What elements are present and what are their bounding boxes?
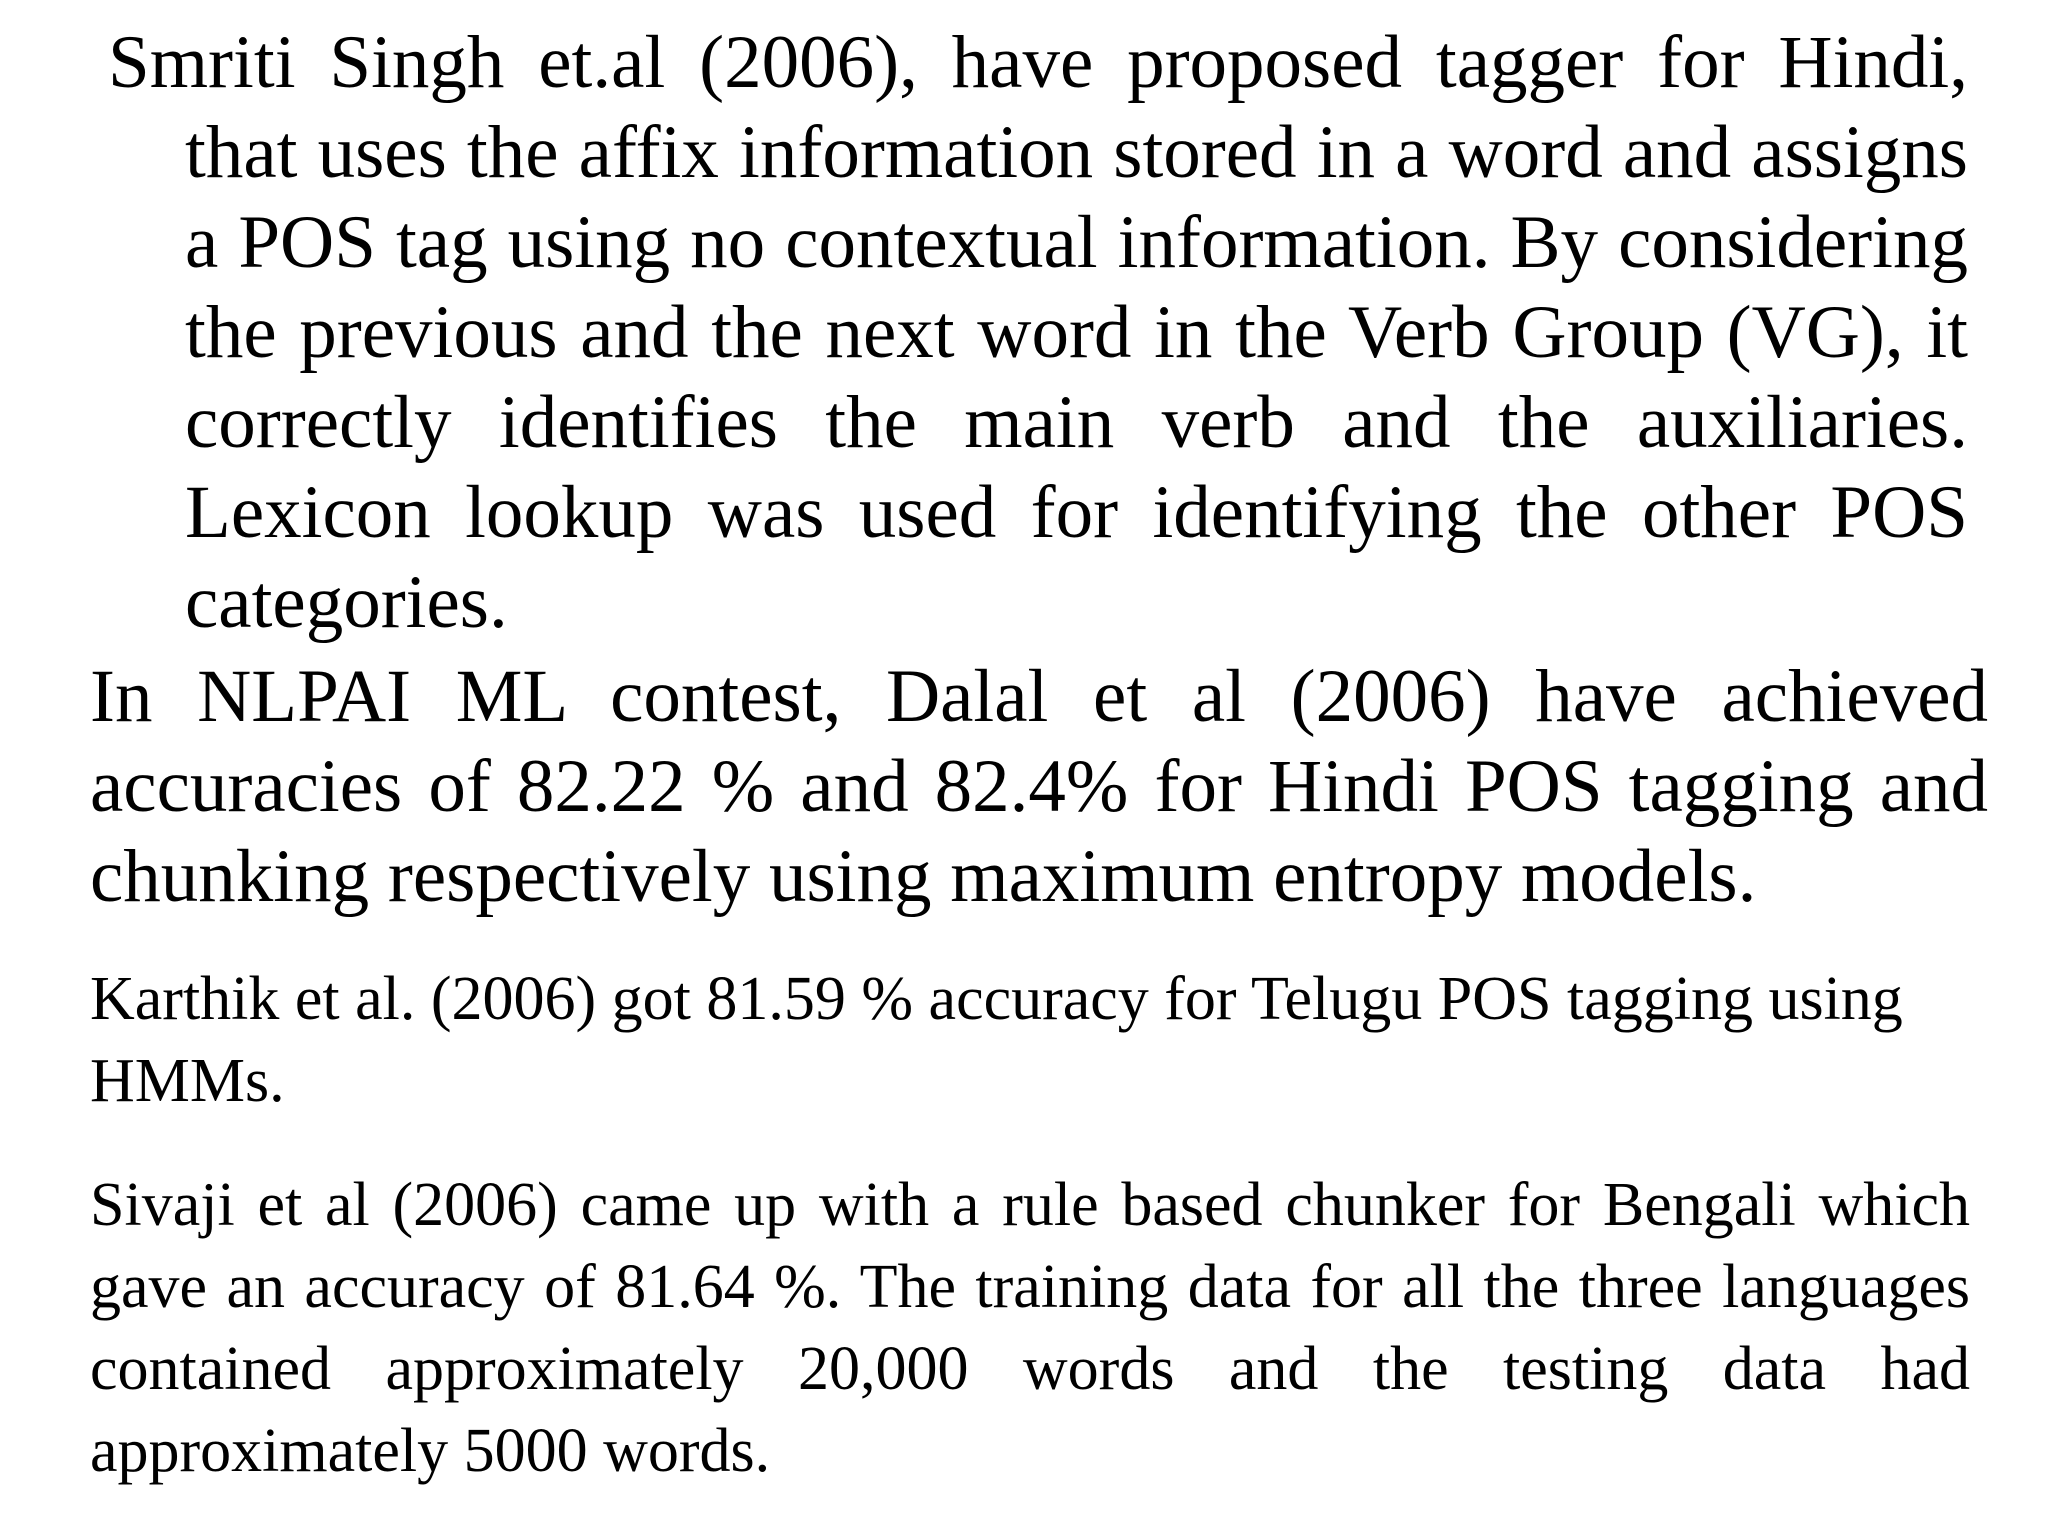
paragraph-nlpai-contest: In NLPAI ML contest, Dalal et al (2006) have achieved accuracies of 82.22 % and 82.4% for Hindi POS tagging and chunking respectively using maximum entropy models. — [90, 655, 1988, 918]
paragraph-smriti-singh: Smriti Singh et.al (2006), have proposed tagger for Hindi, that uses the affix information stored in a word and assigns a POS tag using no contextual information. By considering the previous and the next word in the Verb Group (VG), it correctly identifies the main verb and the auxiliaries. Lexicon lookup was used for identifying the other POS categories. — [108, 21, 1968, 644]
paragraph-sivaji: Sivaji et al (2006) came up with a rule based chunker for Bengali which gave an accuracy of 81.64 %. The training data for all the three languages contained approximately 20,000 words and the testing data had approximately 5000 words. — [90, 1171, 1970, 1485]
paragraph-karthik: Karthik et al. (2006) got 81.59 % accuracy for Telugu POS tagging using HMMs. — [90, 965, 1903, 1115]
